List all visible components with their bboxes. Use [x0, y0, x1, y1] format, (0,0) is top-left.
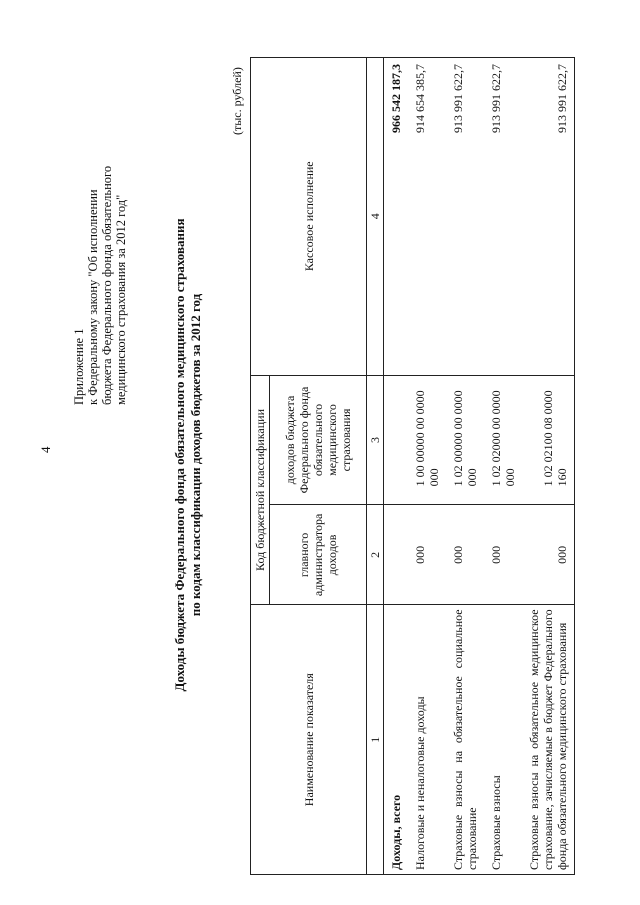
row-amount: 966 542 187,3 — [384, 58, 409, 376]
appendix-line: медицинского страхования за 2012 год" — [114, 194, 128, 405]
row-name: Страховые взносы на обязательное социальное страхование — [446, 605, 484, 875]
units-label: (тыс. рублей) — [230, 67, 244, 135]
budget-table — [250, 57, 575, 875]
row-name: Страховые взносы — [484, 605, 522, 875]
appendix-line: Приложение 1 — [72, 328, 86, 405]
column-number: 3 — [367, 375, 384, 505]
row-income-code — [384, 375, 409, 505]
column-number: 2 — [367, 505, 384, 605]
header-classification-code: Код бюджетной классификации — [251, 375, 270, 605]
appendix-line: к Федеральному закону "Об исполнении — [86, 189, 100, 405]
row-income-code: 1 02 02000 00 0000 000 — [484, 375, 522, 505]
header-name: Наименование показателя — [251, 605, 367, 875]
column-number: 1 — [367, 605, 384, 875]
document-title — [172, 25, 204, 885]
title-line-2: по кодам классификации доходов бюджетов за 2012 год — [188, 293, 203, 617]
row-admin-code: 000 — [484, 505, 522, 605]
row-name: Налоговые и неналоговые доходы — [408, 605, 446, 875]
row-income-code: 1 02 00000 00 0000 000 — [446, 375, 484, 505]
table-row — [446, 58, 484, 875]
appendix-line: бюджета Федерального фонда обязательного — [100, 165, 114, 405]
page-number: 4 — [38, 446, 53, 453]
table-row — [384, 58, 409, 875]
title-line-1: Доходы бюджета Федерального фонда обязательного медицинского страхования — [172, 218, 187, 692]
header-income-code: доходов бюджета Федерального фонда обязательного медицинского страхования — [270, 375, 367, 505]
row-income-code: 1 02 02100 08 0000 160 — [522, 375, 575, 505]
table-row — [522, 58, 575, 875]
table-row — [408, 58, 446, 875]
appendix-note — [72, 85, 128, 405]
column-number: 4 — [367, 58, 384, 376]
row-income-code: 1 00 00000 00 0000 000 — [408, 375, 446, 505]
row-amount: 914 654 385,7 — [408, 58, 446, 376]
row-admin-code: 000 — [522, 505, 575, 605]
table-row — [484, 58, 522, 875]
header-admin: главного администратора доходов — [270, 505, 367, 605]
row-admin-code — [384, 505, 409, 605]
row-name: Страховые взносы на обязательное медицинское страхование, зачисляемые в бюджет Федерального фонда обязательного медицинского страхования — [522, 605, 575, 875]
row-admin-code: 000 — [408, 505, 446, 605]
row-amount: 913 991 622,7 — [484, 58, 522, 376]
header-execution: Кассовое исполнение — [251, 58, 367, 376]
row-name: Доходы, всего — [384, 605, 409, 875]
row-amount: 913 991 622,7 — [446, 58, 484, 376]
row-admin-code: 000 — [446, 505, 484, 605]
row-amount: 913 991 622,7 — [522, 58, 575, 376]
